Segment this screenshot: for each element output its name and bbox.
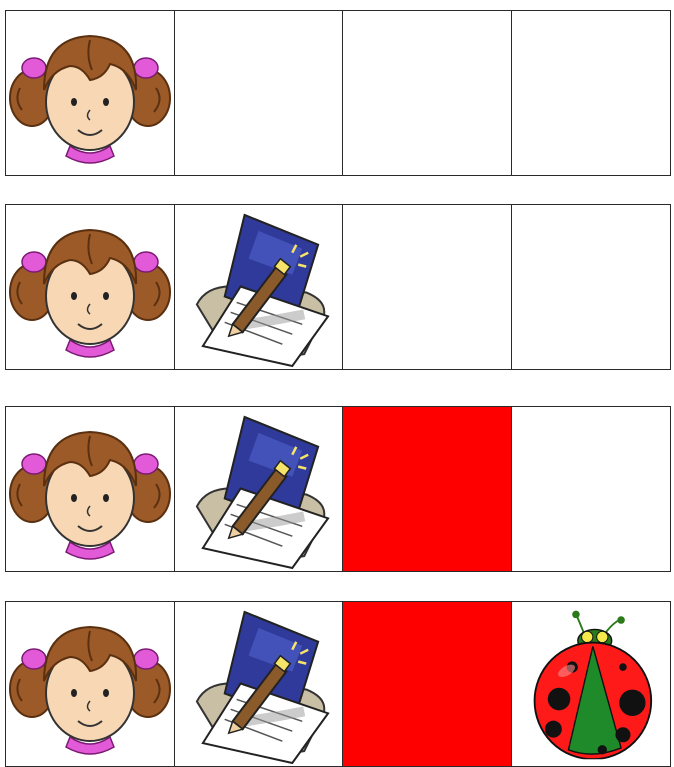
image-cell bbox=[174, 406, 343, 572]
girl-face-icon bbox=[6, 602, 174, 766]
image-cell bbox=[511, 601, 671, 767]
girl-face-icon bbox=[6, 205, 174, 369]
empty-cell bbox=[342, 10, 512, 176]
empty-cell bbox=[174, 10, 343, 176]
writing-paper-icon bbox=[175, 205, 342, 369]
ladybug-icon bbox=[512, 602, 670, 766]
image-cell bbox=[174, 204, 343, 370]
empty-cell bbox=[511, 406, 671, 572]
sequence-row bbox=[0, 204, 674, 370]
empty-cell bbox=[511, 204, 671, 370]
image-cell bbox=[5, 601, 175, 767]
image-cell bbox=[5, 10, 175, 176]
image-cell bbox=[174, 601, 343, 767]
writing-paper-icon bbox=[175, 407, 342, 571]
empty-cell bbox=[511, 10, 671, 176]
sequence-row bbox=[0, 406, 674, 572]
empty-cell bbox=[342, 204, 512, 370]
sequence-row bbox=[0, 601, 674, 767]
girl-face-icon bbox=[6, 11, 174, 175]
red-square bbox=[342, 601, 512, 767]
sequence-row bbox=[0, 10, 674, 176]
red-square bbox=[342, 406, 512, 572]
girl-face-icon bbox=[6, 407, 174, 571]
image-cell bbox=[5, 406, 175, 572]
writing-paper-icon bbox=[175, 602, 342, 766]
image-cell bbox=[5, 204, 175, 370]
